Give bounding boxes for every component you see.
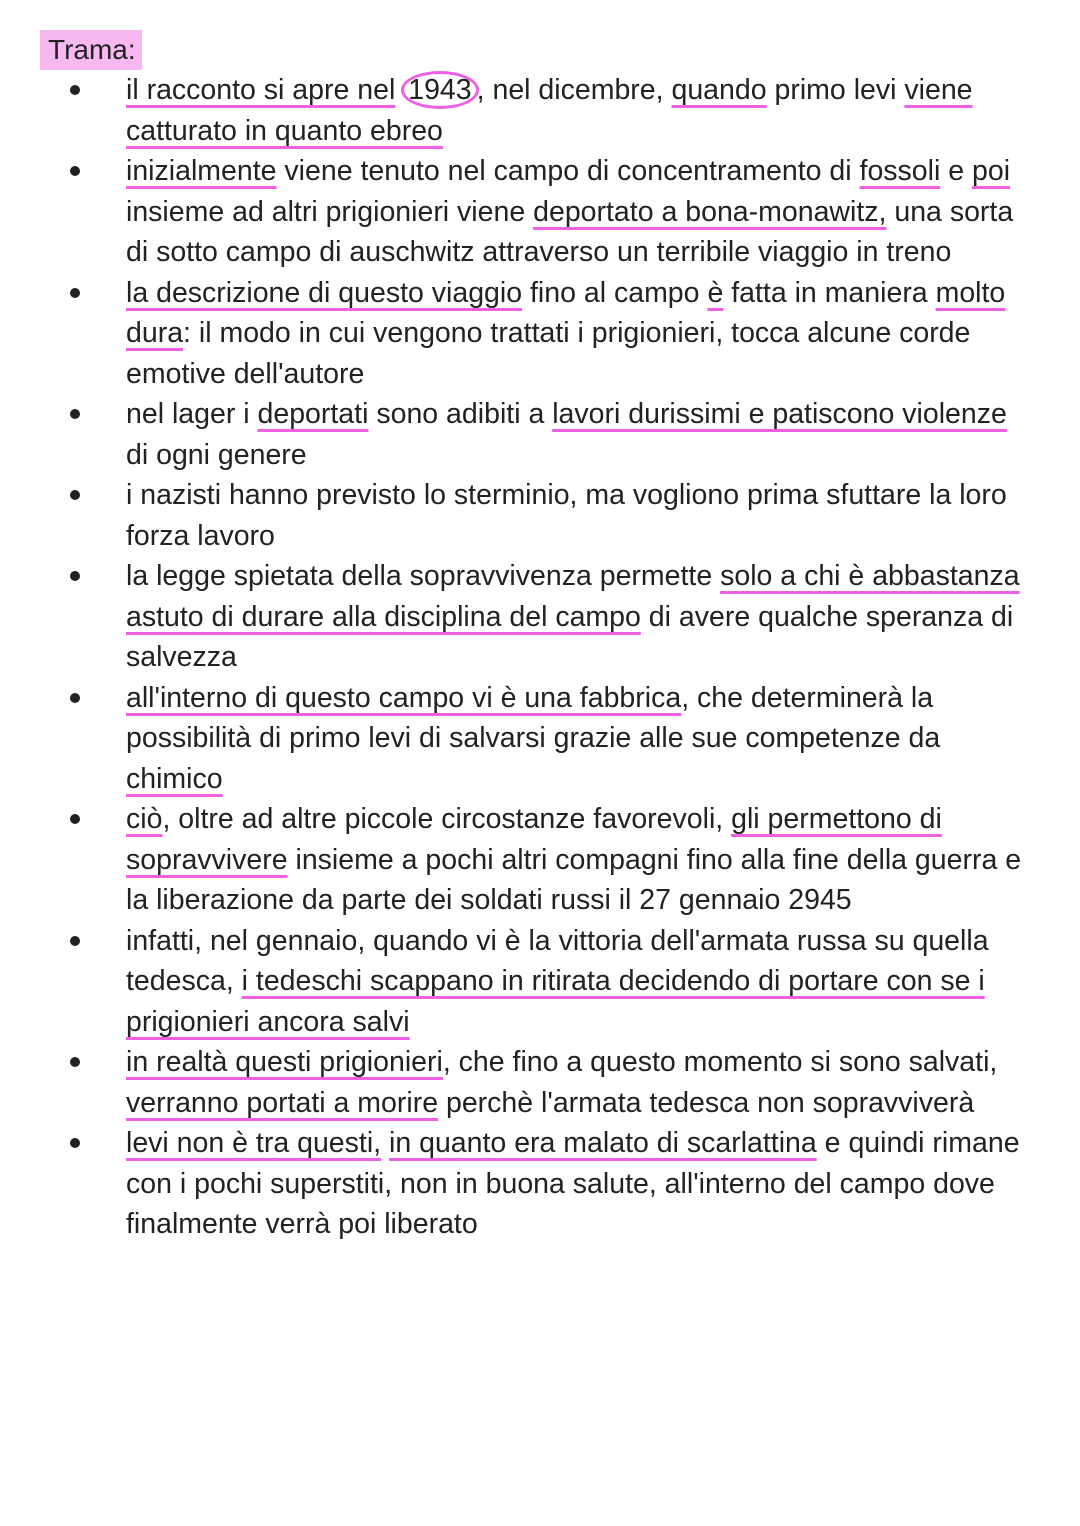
bullet-text — [126, 155, 1013, 268]
bullet-item — [0, 394, 1080, 475]
text-segment: , che fino a questo momento si sono salvati, — [442, 1046, 998, 1078]
text-segment: una sorta di sotto campo di auschwitz attraverso un terribile viaggio in treno — [126, 195, 1014, 268]
bullet-dot-icon — [70, 85, 80, 95]
bullet-dot-icon — [70, 936, 80, 946]
bullet-item — [0, 70, 1080, 151]
bullet-text — [126, 803, 1021, 916]
underlined-phrase: verranno portati a morire — [126, 1086, 439, 1119]
underlined-phrase: deportati — [257, 398, 369, 430]
bullet-item — [0, 799, 1080, 921]
bullet-dot-icon — [70, 1057, 80, 1067]
underlined-phrase: lavori durissimi e patiscono violenze — [552, 398, 1007, 430]
text-segment: viene tenuto nel campo di concentramento di — [276, 155, 860, 187]
text-segment: fatta in maniera — [723, 276, 936, 309]
bullet-dot-icon — [70, 490, 80, 500]
text-segment — [381, 1127, 389, 1159]
text-segment: di ogni genere — [126, 438, 307, 471]
bullet-text — [126, 925, 989, 1038]
text-segment: , nel dicembre, — [476, 74, 672, 106]
underlined-phrase: poi — [972, 155, 1011, 187]
underlined-phrase: fossoli — [859, 155, 941, 187]
text-segment: insieme a pochi altri compagni fino alla fine della guerra e la liberazione da parte dei soldati russi il 27 gennaio 2945 — [126, 843, 1022, 916]
circled-year: 1943 — [401, 71, 478, 109]
text-segment: nel lager i — [126, 398, 258, 430]
underlined-phrase: solo a chi è abbastanza astuto di durare alla disciplina del campo — [126, 560, 1020, 633]
bullet-item — [0, 1123, 1080, 1245]
bullet-item — [0, 1042, 1080, 1123]
text-segment: fino al campo — [522, 276, 708, 309]
bullet-text — [126, 398, 1007, 471]
underlined-phrase: inizialmente — [126, 155, 277, 187]
text-segment: insieme ad altri prigionieri viene — [126, 195, 534, 228]
text-segment: sono adibiti a — [368, 398, 553, 430]
bullet-item — [0, 273, 1080, 395]
text-segment: e quindi rimane con i pochi superstiti, non in buona salute, all'interno del campo dove finalmente verrà poi liberato — [126, 1127, 1020, 1240]
bullet-dot-icon — [70, 814, 80, 824]
text-segment: primo levi — [766, 74, 905, 106]
underlined-phrase: in quanto era malato di scarlattina — [389, 1127, 817, 1159]
underlined-phrase: la descrizione di questo viaggio — [126, 276, 523, 309]
underlined-phrase: gli permettono di sopravvivere — [126, 803, 942, 876]
underlined-phrase: viene catturato in quanto ebreo — [126, 74, 973, 147]
underlined-phrase: molto dura — [126, 276, 1006, 349]
text-segment: : il modo in cui vengono trattati i prigionieri, tocca alcune corde emotive dell'autore — [126, 317, 971, 390]
text-segment: infatti, nel gennaio, quando vi è la vittoria dell'armata russa su quella tedesca, — [126, 924, 989, 997]
bullet-dot-icon — [70, 409, 80, 419]
section-heading: Trama: — [40, 30, 142, 70]
underlined-phrase: in realtà questi prigionieri — [126, 1046, 443, 1078]
bullet-text — [126, 1046, 997, 1119]
text-segment: , che determinerà la possibilità di primo levi di salvarsi grazie alle sue competenze da — [126, 681, 941, 754]
bullet-dot-icon — [70, 166, 80, 176]
text-segment: perchè l'armata tedesca non sopravviverà — [438, 1086, 975, 1119]
bullet-text — [126, 1127, 1020, 1240]
bullet-dot-icon — [70, 571, 80, 581]
text-segment: e — [940, 155, 973, 187]
underlined-phrase: deportato a bona-monawitz, — [533, 195, 887, 228]
bullet-item — [0, 678, 1080, 800]
text-segment: , oltre ad altre piccole circostanze favorevoli, — [162, 803, 732, 835]
bullet-dot-icon — [70, 693, 80, 703]
bullet-dot-icon — [70, 1138, 80, 1148]
plot-bullet-list — [0, 70, 1080, 1245]
bullet-text — [126, 682, 940, 795]
bullet-dot-icon — [70, 288, 80, 298]
bullet-item — [0, 556, 1080, 678]
underlined-phrase: levi non è tra questi, — [126, 1127, 382, 1159]
bullet-item — [0, 475, 1080, 556]
bullet-item — [0, 151, 1080, 273]
underlined-phrase: ciò — [126, 803, 163, 835]
text-segment: i nazisti hanno previsto lo sterminio, ma vogliono prima sfuttare la loro forza lavoro — [126, 479, 1007, 552]
bullet-text — [126, 560, 1020, 673]
bullet-item — [0, 921, 1080, 1043]
underlined-phrase: i tedeschi scappano in ritirata decidendo di portare con se i prigionieri ancora salvi — [126, 965, 985, 1038]
underlined-phrase: è — [707, 276, 724, 309]
underlined-phrase: chimico — [126, 762, 223, 795]
underlined-phrase: quando — [671, 74, 767, 106]
text-segment: di avere qualche speranza di salvezza — [126, 600, 1014, 673]
underlined-phrase: il racconto si apre nel — [126, 74, 396, 106]
bullet-text — [126, 479, 1007, 552]
bullet-text — [126, 74, 973, 147]
bullet-text — [126, 277, 1005, 390]
text-segment: la legge spietata della sopravvivenza permette — [126, 560, 721, 592]
underlined-phrase: all'interno di questo campo vi è una fabbrica — [126, 681, 682, 714]
